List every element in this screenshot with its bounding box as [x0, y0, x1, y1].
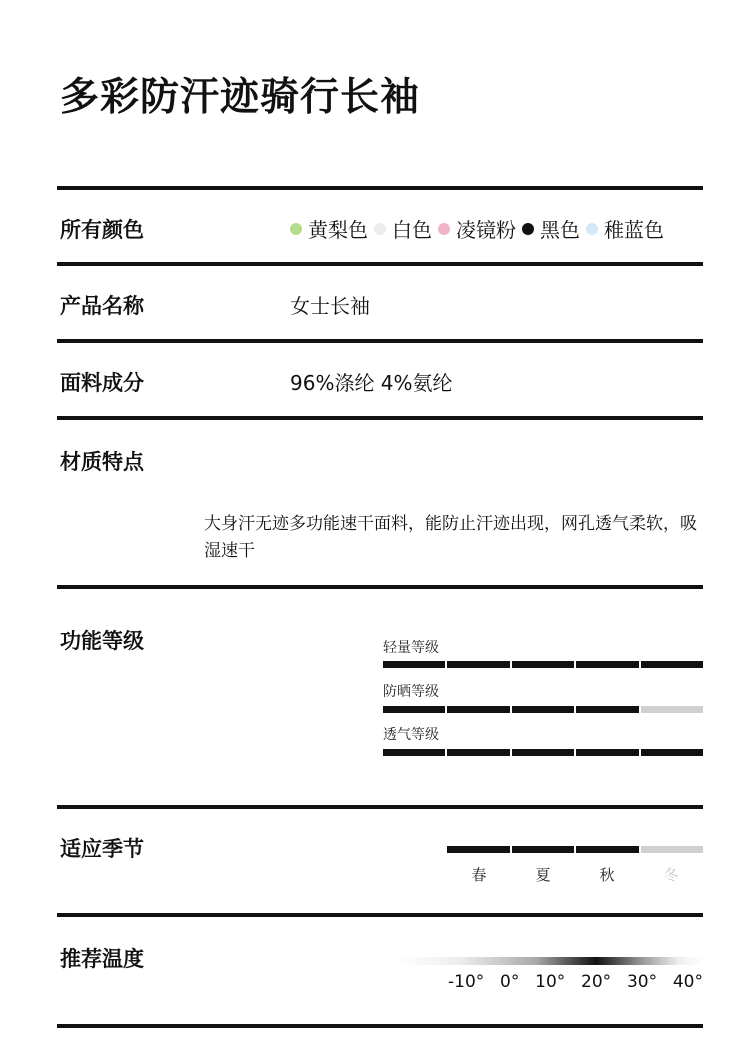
- season-spring: 春: [471, 866, 487, 884]
- features-label: 材质特点: [60, 450, 144, 474]
- meter-bar-breath: [383, 749, 703, 756]
- season-label: 适应季节: [60, 837, 144, 861]
- fabric-value: 96%涤纶 4%氨纶: [290, 371, 453, 395]
- season-labels: [447, 864, 703, 885]
- season-segment: [512, 846, 575, 853]
- features-description: 大身汗无迹多功能速干面料，能防止汗迹出现，网孔透气柔软，吸湿速干: [204, 514, 697, 561]
- meter-segment: [576, 706, 638, 713]
- meter-label-sun: 防晒等级: [383, 684, 439, 700]
- color-swatch-icon: [374, 223, 386, 235]
- divider: [57, 339, 703, 343]
- divider: [57, 416, 703, 420]
- temp-tick: 0°: [500, 972, 520, 992]
- meter-segment: [576, 749, 638, 756]
- fabric-label: 面料成分: [60, 371, 144, 395]
- function-level-label: 功能等级: [60, 629, 144, 653]
- color-swatch-icon: [586, 223, 598, 235]
- meter-bar-weight: [383, 661, 703, 668]
- meter-segment: [447, 749, 509, 756]
- color-option[interactable]: 黑色: [522, 214, 580, 243]
- meter-segment: [512, 661, 574, 668]
- color-option[interactable]: 稚蓝色: [586, 214, 664, 243]
- meter-segment: [447, 706, 509, 713]
- temp-tick: 40°: [672, 972, 703, 992]
- temp-tick: 10°: [535, 972, 566, 992]
- temp-tick: 20°: [581, 972, 612, 992]
- color-swatch-icon: [438, 223, 450, 235]
- meter-segment: [641, 706, 703, 713]
- color-swatch-icon: [290, 223, 302, 235]
- season-bar: [447, 846, 703, 853]
- season-segment: [447, 846, 510, 853]
- product-name-label: 产品名称: [60, 294, 144, 318]
- season-segment: [641, 846, 704, 853]
- colors-label: 所有颜色: [60, 218, 144, 242]
- page-title: 多彩防汗迹骑行长袖: [60, 75, 421, 120]
- product-name-value: 女士长袖: [290, 294, 370, 318]
- divider: [57, 805, 703, 809]
- divider: [57, 262, 703, 266]
- divider: [57, 585, 703, 589]
- divider: [57, 186, 703, 190]
- color-swatch-icon: [522, 223, 534, 235]
- season-summer: 夏: [535, 866, 551, 884]
- meter-segment: [512, 706, 574, 713]
- temp-tick: 30°: [626, 972, 658, 992]
- season-segment: [576, 846, 639, 853]
- meter-bar-sun: [383, 706, 703, 713]
- meter-segment: [383, 661, 445, 668]
- divider: [57, 913, 703, 917]
- meter-label-breath: 透气等级: [383, 727, 439, 743]
- temperature-gradient: [398, 957, 703, 965]
- temperature-ticks: [448, 972, 703, 992]
- color-option[interactable]: 黄梨色: [290, 214, 368, 243]
- season-autumn: 秋: [599, 866, 615, 884]
- meter-segment: [383, 749, 445, 756]
- color-list: [290, 214, 670, 243]
- color-option[interactable]: 凌镜粉: [438, 214, 516, 243]
- meter-segment: [447, 661, 509, 668]
- meter-label-weight: 轻量等级: [383, 640, 439, 656]
- meter-segment: [641, 749, 703, 756]
- color-option[interactable]: 白色: [374, 214, 432, 243]
- temperature-label: 推荐温度: [60, 947, 144, 971]
- meter-segment: [576, 661, 638, 668]
- meter-segment: [512, 749, 574, 756]
- divider: [57, 1024, 703, 1028]
- meter-segment: [383, 706, 445, 713]
- meter-segment: [641, 661, 703, 668]
- temp-tick: -10°: [448, 972, 485, 992]
- season-winter: 冬: [663, 866, 679, 884]
